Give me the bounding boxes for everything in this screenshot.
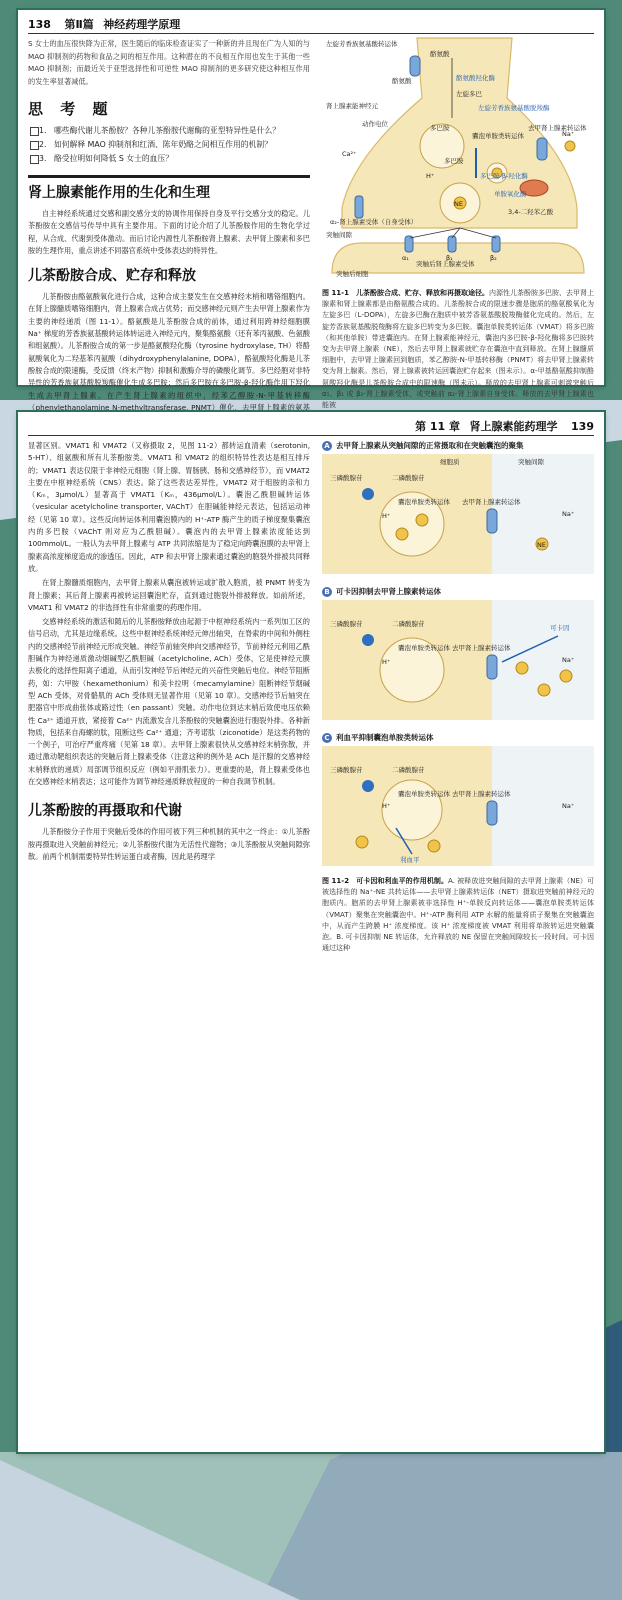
subsection-heading: 儿茶酚胺合成、贮存和释放: [28, 268, 196, 285]
action-potential-label: 动作电位: [362, 120, 388, 128]
body-paragraph: 在肾上腺髓质细胞内，去甲肾上腺素从囊泡被转运或扩散入胞质，被 PNMT 转变为肾上腺素；其后肾上腺素再被转运回囊泡贮存，直到通过胞裂外排被释放。如前所述，VMAT1 和 VMAT2 的非选择性有非常重要的药理作用。: [28, 578, 310, 612]
alpha2-label: α₂-肾上腺素受体（自身受体）: [330, 218, 418, 226]
body-paragraph: 交感神经系统的激活和随后的儿茶酚胺释放由起源于中枢神经系统内一系列加工区的信号启动，尤其是边缘系统。这些中枢神经系统神经元伸出轴突，在脊索的中间和外侧柱内的交感神经节前神经元形成突触。神经节前轴突伸向交感神经节，节前神经元利用乙酰胆碱作为神经递质激动烟碱型乙酰胆碱（acetylcholine, ACh）受体，它是使神经元膜去极化的选择性阳离子通道，从而引发神经节后神经元的兴奋性突触后电位。神经节阻断药，如：六甲胺（hexamethonium）和美卡拉明（mecamylamine）阻断神经节烟碱型 ACh 受体，对骨骼肌的 ACh 受体则无显著作用（见第 10 章）。交感神经节后轴突在肥器官中形成曲张体或路过性（en passant）突触。动作电位到达末梢后致使电压依赖性 Ca²⁺ 通道开放，紧接着 Ca²⁺ 内流激发含儿茶酚胺的突触囊泡进行胞裂外排。各种新物质，包括来自海螺的肽，阻断这些 Ca²⁺ 通道；齐考诺肽（ziconotide）是这类药物的一个例子，可治疗严重疼痛（见第 18 章）。去甲肾上腺素很快从交感神经末梢弥散，并通过激动靶组织表达的突触后肾上腺素受体（注意这种的例外是 ACh 是汗腺的交感神经末梢释放的递质）局部调节组织反应（例如平滑肌张力）。更重要的是，肾上腺素受体也在交感神经末梢表达；这可能作为调节神经递质释放程度的一种自我调节机制。: [28, 617, 310, 787]
section-heading: 肾上腺素能作用的生化和生理: [28, 175, 310, 202]
checkbox-icon: [30, 141, 39, 150]
figure-11-2: [322, 440, 594, 954]
tyrosine-outside-label: 酪氨酸: [392, 77, 412, 85]
proton-label: H⁺: [382, 658, 391, 666]
proton-label: H⁺: [382, 512, 391, 520]
header-rule: [28, 33, 594, 34]
atp-label: 三磷酸腺苷: [330, 620, 363, 628]
dbh-label: 多巴胺-β-羟化酶: [480, 172, 528, 180]
aromatic-transporter-label: 左旋芳香族氨基酸转运体: [326, 40, 398, 48]
left-column: [28, 440, 310, 865]
calcium-label: Ca²⁺: [342, 150, 357, 158]
body-paragraph: 儿茶酚胺分子作用于突触后受体的作用可被下列三种机制的其中之一终止：①儿茶酚胺再摄取进入突触前神经元；②儿茶酚胺代谢为无活性代谢物；③儿茶酚胺从突触间隙弥散。前两个机制需要特异性转运蛋白或者酶，因此是药理学: [28, 827, 310, 861]
dopac-label: 3,4-二羟苯乙酸: [508, 208, 554, 216]
part-title: 神经药理学原理: [103, 18, 181, 31]
net-label: 去甲肾上腺素转运体: [452, 790, 511, 798]
body-paragraph: 显著区别。VMAT1 和 VMAT2（又称摄取 2，见图 11-2）都转运血清素（serotonin, 5-HT）、组氨酸和所有儿茶酚胺类。VMAT1 和 VMAT2 的组织特异性表达是相互排斥的；VMAT1 表达仅限于非神经元细胞（肾上腺、胃肠胰、肠和交感神经节），而 VMAT2 主要在中枢神经系统（CNS）表达。除了这些表达差异性，VMAT2 对于组胺的亲和力（Kₘ，3μmol/L）显著高于 VMAT1（Kₘ，436μmol/L）。囊泡乙酰胆碱转运体（vesicular acetylcholine transporter, VAChT）在胆碱能神经元表达，包括运动神经（见第 10 章）。这些反向转运体利用囊泡膜内的 H⁺-ATP 酶产生的质子梯度聚集囊泡内的多巴胺（VAChT 则对应为乙酰胆碱）。囊泡内的去甲肾上腺素浓度能达到 100mmol/L。一般认为去甲肾上腺素与 ATP 共同浓缩是为了稳定向跨囊泡膜的去甲肾上腺素高浓度梯度造成的渗透压。因此，ATP 和去甲肾上腺素通过囊泡的胞裂外排被共同释放。: [28, 441, 310, 573]
postsynaptic-cell-label: 突触后细胞: [336, 270, 369, 278]
section-heading: 儿茶酚胺的再摄取和代谢: [28, 803, 182, 820]
vmat-label: 囊泡单胺类转运体: [398, 498, 450, 506]
left-column: [28, 38, 310, 441]
adp-label: 二磷酸腺苷: [392, 620, 425, 628]
vmat-label: 囊泡单胺类转运体: [398, 644, 450, 652]
panel-c-title: C 利血平抑制囊泡单胺类转运体: [322, 732, 594, 743]
book-page-139: [18, 412, 604, 1452]
net-label: 去甲肾上腺素转运体: [462, 498, 521, 506]
sodium-label: Na⁺: [562, 656, 575, 664]
net-label: 去甲肾上腺素转运体: [528, 124, 587, 132]
section-paragraph: 自主神经系统通过交感和副交感分支的协调作用保持自身及平行交感分支的稳定。儿茶酚胺在交感信号传导中具有主要作用。下面的讨论介绍了儿茶酚胺作用的生物化学过程，从合成、代谢到受体激动。而后讨论内源性儿茶酚胺肾上腺素、去甲肾上腺素和多巴胺的生理作用，重点讲述不同器官系统中受体表达的特异性。: [28, 209, 310, 255]
net-label: 去甲肾上腺素转运体: [452, 644, 511, 652]
proton-label: H⁺: [426, 172, 435, 180]
aadc-label: 左旋芳香族氨基酸脱羧酶: [478, 104, 550, 112]
body-paragraph: 儿茶酚胺由酪氨酸氧化进行合成，这种合成主要发生在交感神经末梢和嗜铬细胞内。在肾上腺髓质嗜铬细胞内，肾上腺素合成占优势；而交感神经元则产生去甲肾上腺素作为主要的神经递质（图 11-1）。酪氨酸是儿茶酚胺合成的前体，通过利用跨神经细胞膜 Na⁺ 梯度的芳香族氨基酸转运体转运进入神经元内，聚集酪氨酸（还有苯丙氨酸、色氨酸和组氨酸）。儿茶酚胺合成的第一步是酪氨酸羟化酶（tyrosine hydroxylase, TH）将酪氨酸氧化为二羟基苯丙氨酸（dihydroxyphenylalanine, DOPA），酪氨酸羟化酶是儿茶酚胺合成的限速酶，受反馈（终末产物）抑制和激酶介导的磷酸化调节。多巴经胞对非特异性的芳香族氨基酸脱羧酶催化生成多巴胺；然后多巴胺在多巴胺-β-羟化酶作用下羟化生成去甲肾上腺素。在产生肾上腺素的组织中，经苯乙醇胺-N-甲基转移酶（phenylethanolamine N-methyltransferase, PNMT）催化，去甲肾上腺素的氨基: [28, 292, 310, 412]
tyrosine-hydroxylase-label: 酪氨酸羟化酶: [456, 74, 495, 82]
tyrosine-label: 酪氨酸: [430, 50, 450, 58]
sodium-label: Na⁺: [562, 802, 575, 810]
panel-badge: C: [322, 733, 332, 743]
panel-b-title: B 可卡因抑制去甲肾上腺素转运体: [322, 586, 594, 597]
catecholamine-synthesis-diagram: [322, 38, 594, 278]
vmat-label: 囊泡单胺类转运体: [472, 132, 524, 140]
page-number: 139: [571, 420, 594, 433]
figure-11-1-caption: 图 11-1 儿茶酚胺合成、贮存、释放和再摄取途径。内源性儿茶酚胺多巴胺、去甲肾上腺素和肾上腺素都是由酪氨酸合成的。儿茶酚胺合成的限速步骤是胞质的酪氨酸氧化为左旋多巴（L-DOPA），左旋多巴酶在胞质中被芳香氨基酸脱羧酶催化完成的。然后，左旋芳香族氨基酸脱羧酶将左旋多巴转变为多巴胺。囊泡单胺类转运体（VMAT）将多巴胺（和其他单胺）带进囊泡内。在肾上腺素能神经元，囊泡内多巴胺-β-羟化酶将多巴胺转变为去甲肾上腺素（NE），然后去甲肾上腺素就贮存在囊泡中直到释放。在肾上腺髓质细胞中，去甲肾上腺素回到胞质，苯乙醇胺-N-甲基转移酶（PNMT）将去甲肾上腺素转变为肾上腺素。然后，肾上腺素被转运回囊泡贮存起来（图未示）。α-甲基酪氨酸抑制酪氨酸羟化酶是儿茶酚胺合成中的限速酶（图未示）。释放的去甲肾上腺素可刺激突触后 α₁、β₁ 或 β₂-肾上腺素受体，或突触前 α₂-肾上腺素自身受体。释放的去甲肾上腺素也能被: [322, 289, 594, 410]
ldopa-label: 左旋多巴: [456, 90, 482, 98]
vmat-label: 囊泡单胺类转运体: [398, 790, 450, 798]
checkbox-icon: [30, 127, 39, 136]
adp-label: 二磷酸腺苷: [392, 474, 425, 482]
beta1-label: β₁: [446, 254, 453, 262]
page-header: [28, 16, 594, 32]
panel-a-diagram: [322, 454, 594, 574]
chapter-title: 肾上腺素能药理学: [469, 420, 558, 433]
header-rule: [28, 435, 594, 436]
atp-label: 三磷酸腺苷: [330, 474, 363, 482]
atp-label: 三磷酸腺苷: [330, 766, 363, 774]
alpha1-label: α₁: [402, 254, 409, 262]
dopamine-vesicle-label: 多巴胺: [444, 157, 464, 165]
panel-b-diagram: [322, 600, 594, 720]
case-intro: S 女士的血压很快降为正常，医生随后的临床检查证实了一种新的并且现在广为人知的与 MAO 抑制剂的药物和食品之间的相互作用。这种潜在的不良相互作用也发生于其他一些 MAO 抑制剂；而最近关于亚型选择性和可逆性 MAO 抑制剂的更多研究使这种相互作用的发生率显著减低。: [28, 39, 310, 86]
cleft-label: 突触间隙: [518, 458, 544, 466]
question-list: [28, 125, 310, 165]
mao-label: 单胺氧化酶: [494, 190, 527, 198]
ne-label: NE: [537, 541, 546, 549]
part-label: 第Ⅱ篇: [64, 18, 94, 31]
cytoplasm-label: 细胞质: [440, 458, 460, 466]
question-item: 2. 如何解释 MAO 抑制剂和红酒、陈年奶酪之间相互作用的机制？: [28, 139, 310, 151]
adp-label: 二磷酸腺苷: [392, 766, 425, 774]
page-number: 138: [28, 18, 51, 31]
book-page-138: [18, 10, 604, 412]
question-item: 1. 哪些酶代谢儿茶酚胺？各种儿茶酚胺代谢酶的亚型特异性是什么？: [28, 125, 310, 137]
beta2-label: β₂: [490, 254, 497, 262]
chapter-label: 第 11 章: [415, 420, 461, 433]
panel-badge: B: [322, 587, 332, 597]
panel-badge: A: [322, 441, 332, 451]
cocaine-label: 可卡因: [550, 624, 570, 632]
panel-a-title: A 去甲肾上腺素从突触间隙的正常摄取和在突触囊泡的聚集: [322, 440, 594, 451]
proton-label: H⁺: [382, 802, 391, 810]
figure-11-1: [322, 38, 594, 410]
reserpine-label: 利血平: [400, 856, 420, 864]
ne-label: NE: [454, 200, 463, 208]
dopamine-label: 多巴胺: [430, 124, 450, 132]
figure-11-2-caption: 图 11-2 可卡因和利血平的作用机制。A. 被释放进突触间隙的去甲肾上腺素（NE）可被选择性的 Na⁺-NE 共转运体——去甲肾上腺素转运体（NET）摄取进突触前神经元的胞质内。胞质的去甲肾上腺素被非选择性 H⁺-单胺反向转运体——囊泡单胺类转运体（VMAT）聚集在突触囊泡中。H⁺-ATP 酶利用 ATP 水解的能量将质子聚集在突触囊泡中，从而产生跨膜 H⁺ 浓度梯度。该 H⁺ 浓度梯度被 VMAT 利用将单胺转运进突触囊泡。B. 可卡因抑制 NE 转运体，允许释放的 NE 保留在突触间隙较长一段时间。可卡因通过这种: [322, 877, 594, 953]
postsynaptic-receptor-label: 突触后肾上腺素受体: [416, 260, 475, 268]
questions-heading: 思 考 题: [28, 100, 114, 118]
synaptic-cleft-label: 突触间隙: [326, 231, 352, 239]
panel-c-diagram: [322, 746, 594, 866]
sodium-label: Na⁺: [562, 510, 575, 518]
page-header: [28, 418, 594, 434]
sodium-label: Na⁺: [562, 130, 575, 138]
checkbox-icon: [30, 155, 39, 164]
neuron-label: 肾上腺素能神经元: [326, 102, 378, 110]
question-item: 3. 酪受拉明如何降低 S 女士的血压？: [28, 153, 310, 165]
